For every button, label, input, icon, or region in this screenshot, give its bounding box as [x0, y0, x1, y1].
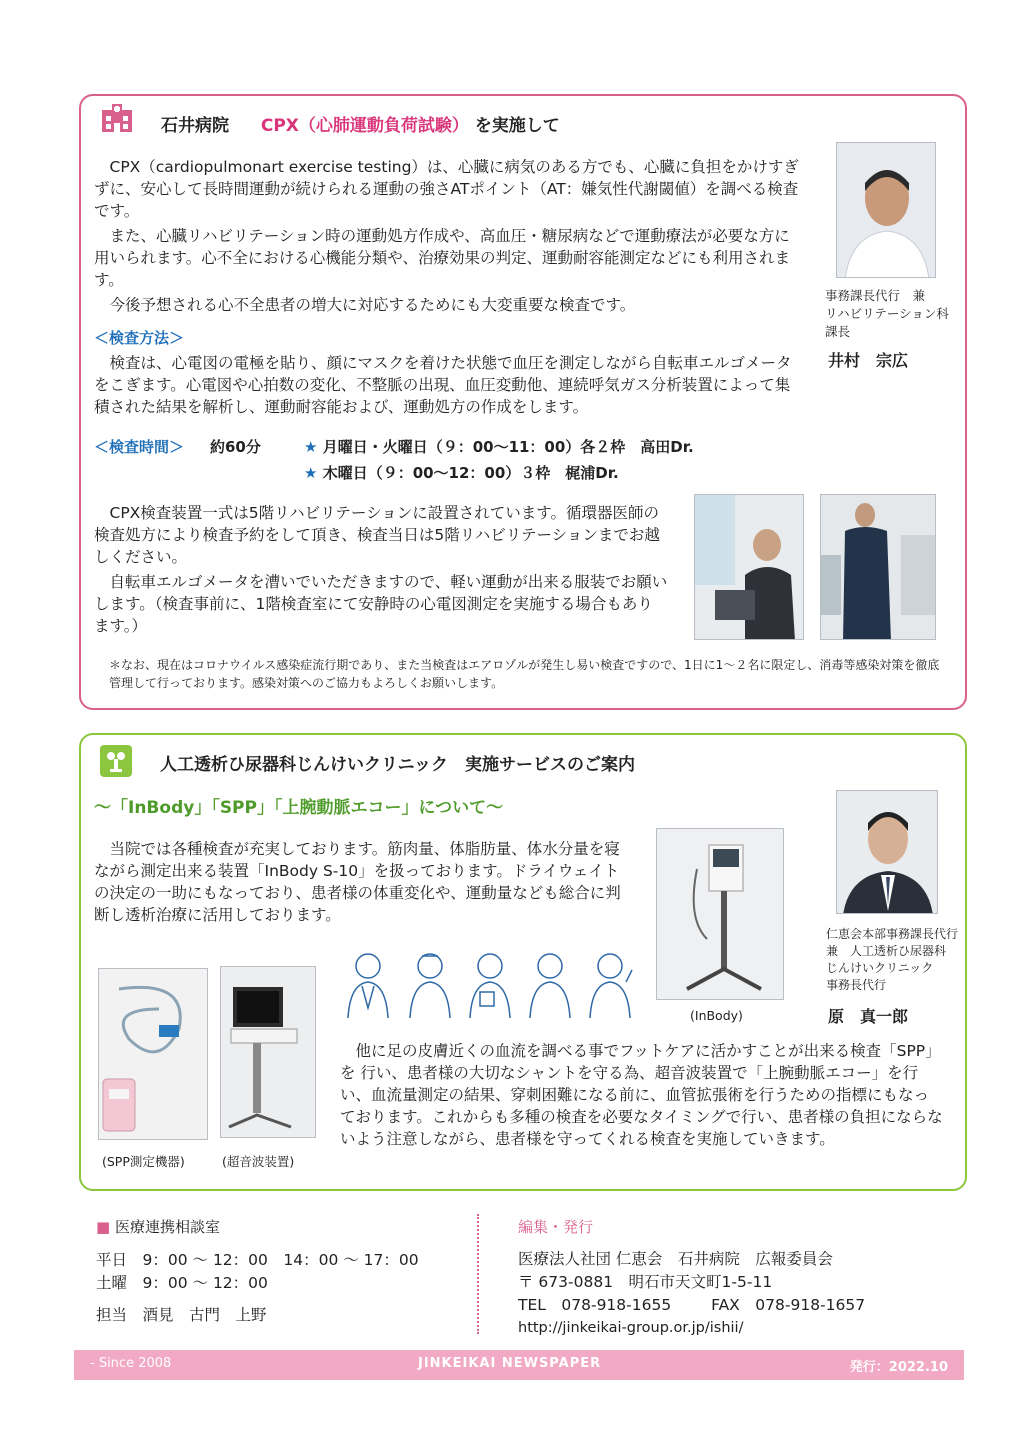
staff-name-imura: 井村 宗広	[828, 351, 909, 370]
publisher-org: 医療法人社団 仁恵会 石井病院 広報委員会	[518, 1250, 833, 1268]
technician-icon	[530, 954, 570, 1018]
cpx-room-photo-1	[694, 494, 804, 640]
publisher-address: 〒 673-0881 明石市天文町1-5-11	[518, 1273, 773, 1291]
publisher-phone: TEL 078-918-1655 FAX 078-918-1657	[518, 1296, 866, 1314]
contact-hours	[96, 1249, 419, 1295]
contact-staff: 担当 酒見 古門 上野	[96, 1306, 267, 1324]
method-heading: ＜検査方法＞	[94, 329, 185, 347]
intro-paragraph-2: また、心臓リハビリテーション時の運動処方作成や、高血圧・糖尿病などで運動療法が必要な方に用いられます。心不全における心機能分類や、治療効果の判定、運動耐容能測定などにも利用されます。	[94, 227, 790, 289]
clinic-icon	[100, 745, 132, 777]
publisher-info	[518, 1248, 865, 1340]
section2-subtitle: 〜「InBody」「SPP」「上腕動脈エコー」について〜	[94, 798, 504, 818]
spp-echo-text: 他に足の皮膚近くの血流を調べる事でフットケアに活かすことが出来る検査「SPP」を 行い、患者様の大切なシャントを守る為、超音波装置で「上腕動脈エコー」を行い、血流量測定の結果、穿刺困難になる前に、血管拡張術を行うための指標にもなっております。これからも多種の検査を必要なタイミングで行い、患者様の負担にならないよう注意しながら、患者様を守ってくれる検査を実施していきます。	[340, 1042, 943, 1148]
footer-bar	[74, 1350, 964, 1380]
section2-title: 人工透析ひ尿器科じんけいクリニック 実施サービスのご案内	[160, 755, 635, 775]
staff-photo-imura	[836, 142, 936, 278]
cpx-room-photo-2	[820, 494, 936, 640]
section1-title: 石井病院 CPX（心肺運動負荷試験） を実施して	[161, 116, 560, 136]
staff-name-hara: 原 真一郎	[828, 1007, 909, 1026]
star-icon: ★	[304, 438, 318, 456]
footer-issue: 発行：2022.10	[849, 1360, 948, 1375]
pharmacist-icon	[470, 954, 510, 1018]
contact-heading: ■ 医療連携相談室	[96, 1218, 220, 1236]
divider	[477, 1214, 479, 1334]
spp-device-photo	[98, 968, 208, 1140]
star-icon: ★	[304, 464, 318, 482]
saturday-hours: 土曜 9：00 〜 12：00	[96, 1274, 268, 1292]
schedule-row-2: ★ 木曜日（９：00〜12：00）３枠 梶浦Dr.	[304, 464, 619, 482]
hospital-icon	[100, 104, 134, 132]
medical-staff-illustration	[340, 948, 640, 1020]
staff-title-1: 事務課長代行 兼 リハビリテーション科 課長	[825, 288, 949, 339]
echo-caption: (超音波装置)	[222, 1154, 295, 1169]
cpx-intro	[94, 156, 800, 316]
staff-icon	[590, 954, 632, 1018]
publisher-heading: 編集・発行	[518, 1218, 594, 1236]
staff-title-2: 仁恵会本部事務課長代行 兼 人工透析ひ尿器科 じんけいクリニック 事務長代行	[826, 927, 959, 992]
footer-name: JINKEIKAI NEWSPAPER	[418, 1356, 602, 1371]
method-text: 検査は、心電図の電極を貼り、顔にマスクを着けた状態で血圧を測定しながら自転車エルゴメータをこぎます。心電図や心拍数の変化、不整脈の出現、血圧変動他、連続呼気ガス分析装置によって集積された結果を解析し、運動耐容能および、運動処方の作成をします。	[94, 354, 792, 416]
intro-paragraph-1: CPX（cardiopulmonart exercise testing）は、心臓に病気のある方でも、心臓に負担をかけすぎずに、安心して長時間運動が続けられる運動の強さATポイント（AT：嫌気性代謝閾値）を調べる検査です。	[94, 158, 799, 220]
inbody-caption: (InBody)	[690, 1008, 743, 1023]
square-bullet-icon: ■	[96, 1218, 111, 1236]
weekday-hours: 平日 9：00 〜 12：00 14：00 〜 17：00	[96, 1251, 419, 1269]
ultrasound-photo	[220, 966, 316, 1138]
publisher-url[interactable]: http://jinkeikai-group.or.jp/ishii/	[518, 1320, 744, 1336]
schedule-row-1: ★ 月曜日・火曜日（９：00〜11：00）各２枠 高田Dr.	[304, 438, 694, 456]
footer-since: - Since 2008	[90, 1356, 172, 1371]
inbody-photo	[656, 828, 784, 1000]
staff-photo-hara	[836, 790, 938, 914]
time-heading: ＜検査時間＞	[94, 438, 185, 456]
nurse-icon	[410, 954, 450, 1018]
intro-paragraph-3: 今後予想される心不全患者の増大に対応するためにも大変重要な検査です。	[109, 296, 636, 314]
spp-caption: (SPP測定機器)	[102, 1154, 185, 1169]
location-text: CPX検査装置一式は5階リハビリテーションに設置されています。循環器医師の検査処方により検査予約をして頂き、検査当日は5階リハビリテーションまでお越しください。 自転車エルゴメータを漕いでいただきますので、軽い運動が出来る服装でお願いします。（検査事前に、1階検査室にて安静時の心電図測定を実施する場合もあります。）	[94, 504, 668, 635]
infection-note: ＊なお、現在はコロナウイルス感染症流行期であり、また当検査はエアロゾルが発生し易い検査ですので、1日に1〜２名に限定し、消毒等感染対策を徹底管理して行っております。感染対策へのご協力もよろしくお願いします。	[109, 658, 940, 690]
time-duration: 約60分	[210, 438, 261, 456]
doctor-icon	[348, 954, 388, 1018]
inbody-text: 当院では各種検査が充実しております。筋肉量、体脂肪量、体水分量を寝ながら測定出来る装置「InBody S-10」を扱っております。ドライウェイトの決定の一助にもなっており、患者様の体重変化や、運動量なども総合に判断し透析治療に活用しております。	[94, 840, 621, 924]
